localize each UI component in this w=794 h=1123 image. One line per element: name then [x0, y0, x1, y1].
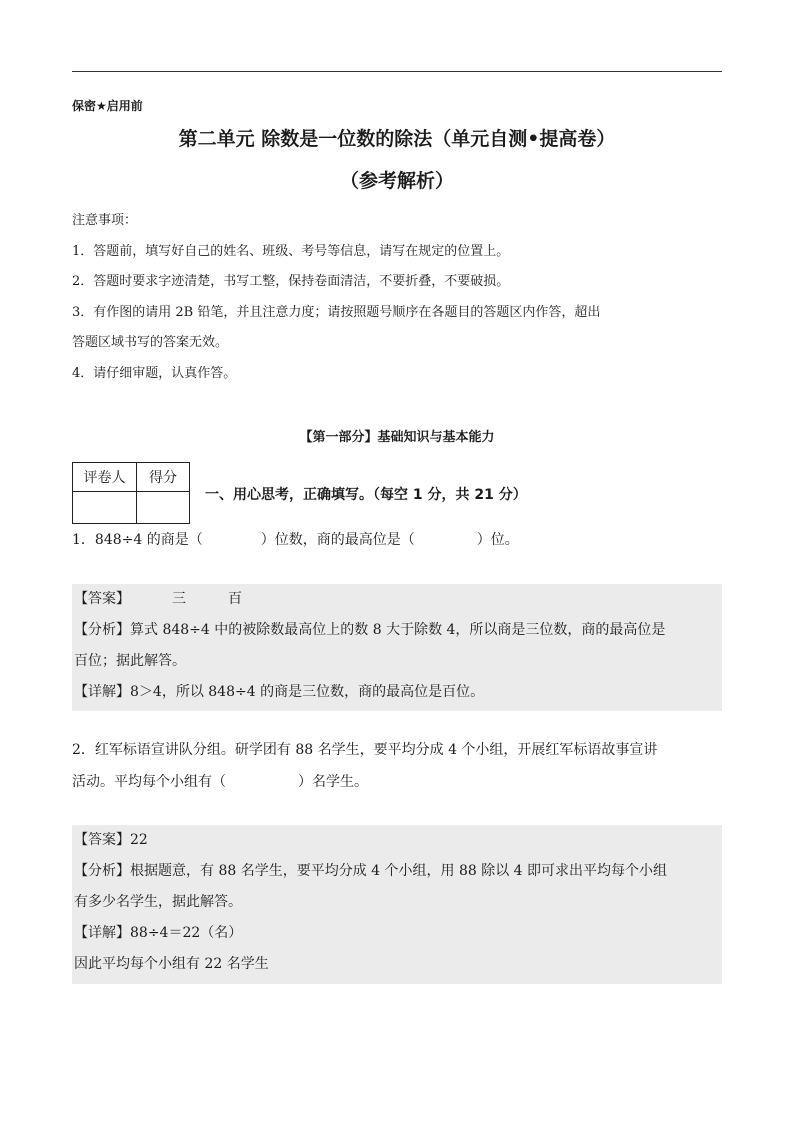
- analysis-label: 【分析】: [74, 622, 130, 638]
- confidential-label: 保密★启用前: [72, 99, 143, 113]
- analysis-text: 算式 848÷4 中的被除数最高位上的数 8 大于除数 4，所以商是三位数，商的最高位是: [130, 622, 666, 638]
- q2-text: ）名学生。: [298, 774, 368, 790]
- detail-text: 因此平均每个小组有 22 名学生: [74, 956, 269, 972]
- analysis-text: 百位；据此解答。: [74, 653, 186, 669]
- q1-answer-box: [72, 584, 722, 711]
- q2-answer-box: [72, 825, 722, 984]
- answer-value: 22: [130, 832, 148, 848]
- notes-item: 2．答题时要求字迹清楚，书写工整，保持卷面清洁，不要折叠，不要破损。: [72, 274, 510, 289]
- answer-label: 【答案】: [74, 591, 130, 607]
- q1-text: ）位数，商的最高位是（: [260, 532, 415, 548]
- grader-cell[interactable]: [73, 492, 137, 524]
- detail-text: 88÷4＝22（名）: [130, 925, 243, 941]
- detail-text: 8＞4，所以 848÷4 的商是三位数，商的最高位是百位。: [130, 684, 485, 700]
- q1-text: ）位。: [476, 532, 519, 548]
- answer-value: 三: [172, 591, 186, 607]
- part-title: 【第一部分】基础知识与基本能力: [299, 430, 495, 445]
- top-rule: [72, 71, 722, 72]
- page-title: 第二单元 除数是一位数的除法（单元自测•提高卷）: [178, 128, 616, 150]
- answer-value: 百: [228, 591, 242, 607]
- page-subtitle: （参考解析）: [339, 170, 454, 192]
- notes-item: 答题区域书写的答案无效。: [72, 335, 229, 350]
- notes-item: 4．请仔细审题，认真作答。: [72, 365, 237, 381]
- question-1: [72, 524, 724, 556]
- section-title: 一、用心思考，正确填写。（每空 1 分，共 21 分）: [205, 487, 527, 503]
- grader-header: 评卷人: [73, 463, 137, 492]
- notes-item: 1．答题前，填写好自己的姓名、班级、考号等信息，请写在规定的位置上。: [72, 243, 510, 259]
- notes-heading: 注意事项：: [72, 213, 138, 228]
- question-2: [72, 734, 724, 798]
- score-cell[interactable]: [137, 492, 190, 524]
- notes-item: 3．有作图的请用 2B 铅笔，并且注意力度；请按照题号顺序在各题目的答题区内作答，超出: [72, 304, 601, 320]
- q1-text: 1．848÷4 的商是（: [72, 532, 203, 548]
- analysis-label: 【分析】: [74, 863, 130, 879]
- detail-label: 【详解】: [74, 925, 130, 941]
- q2-text: 活动。平均每个小组有（: [72, 774, 226, 790]
- score-header: 得分: [137, 463, 190, 492]
- analysis-text: 根据题意，有 88 名学生，要平均分成 4 个小组，用 88 除以 4 即可求出平均每个小组: [130, 863, 668, 879]
- answer-label: 【答案】: [74, 832, 130, 848]
- score-table: [72, 462, 190, 524]
- detail-label: 【详解】: [74, 684, 130, 700]
- q2-text: 2．红军标语宣讲队分组。研学团有 88 名学生，要平均分成 4 个小组，开展红军标语故事宣讲: [72, 742, 658, 758]
- notes-section: [72, 206, 732, 389]
- analysis-text: 有多少名学生，据此解答。: [74, 894, 242, 910]
